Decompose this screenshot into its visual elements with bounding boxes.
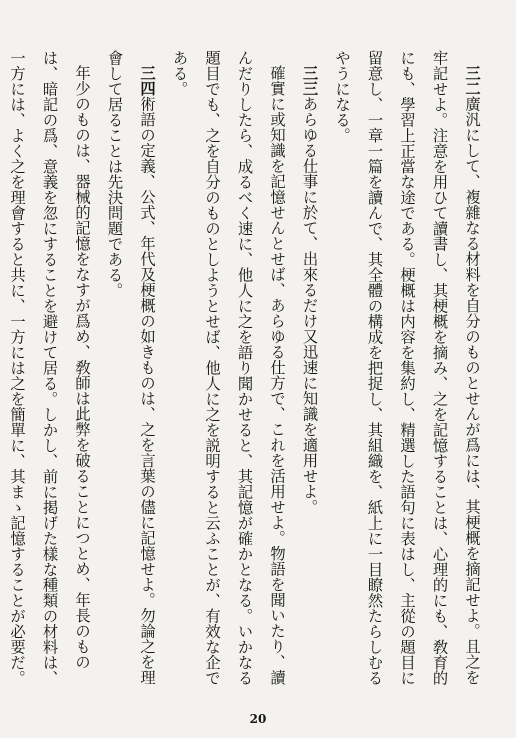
section-number: 三四 bbox=[138, 65, 156, 97]
section-35 bbox=[0, 50, 1, 690]
section-number: 三三 bbox=[300, 65, 319, 97]
paragraph bbox=[0, 50, 1, 690]
section-32 bbox=[326, 50, 489, 690]
paragraph bbox=[293, 50, 326, 690]
paragraph bbox=[326, 50, 489, 690]
paragraph-text: 確實に或知識を記憶せんとせば、あらゆる仕方で、これを活用せよ。物語を聞いたり、讀んだりしたら、成るべく速に、他人に之を語り聞かせると、其記憶が確かとなる。いかなる題目でも、之を自分のものとしようとせば、他人に之を説明すると云ふことが、有效な企である。 bbox=[170, 50, 286, 686]
page-number: 20 bbox=[249, 712, 267, 726]
paragraph-text: 術語の定義、公式、年代及梗概の如きものは、之を言葉の儘に記憶せよ。勿論之を理會して居ることは先決問題である。 bbox=[105, 50, 156, 686]
paragraph-text: あらゆる仕事に於て、出來るだけ又迅速に知識を適用せよ。 bbox=[300, 96, 319, 515]
paragraph-text: 年少のものは、器械的記憶をなすが爲め、敎師は此弊を破ることにつとめ、年長のものは、暗記の爲、意義を忽にすることを避けて居る。しかし、前に掲げた樣な種類の材料は、一方には、よく之を理會すると共に、一方には之を簡單に、其まゝ記憶することが必要だ。 bbox=[8, 50, 91, 686]
paragraph bbox=[98, 50, 163, 690]
section-number: 三二 bbox=[463, 65, 481, 97]
section-33 bbox=[163, 50, 326, 690]
body-text bbox=[0, 50, 488, 690]
paragraph-text: 廣汎にして、複雜なる材料を自分のものとせんが爲には、其梗概を摘記せよ。且之を牢記せよ。注意を用ひて讀書し、其梗概を摘み、之を記憶することは、心理的にも、敎育的にも、學習上正當な途である。梗概は内容を集約し、精選した語句に表はし、主從の題目に留意し、一章一篇を讀んで、其全體の構成を把捉し、其組織を、紙上に一目瞭然たらしむるやうになる。 bbox=[333, 50, 481, 686]
section-34 bbox=[1, 50, 164, 690]
